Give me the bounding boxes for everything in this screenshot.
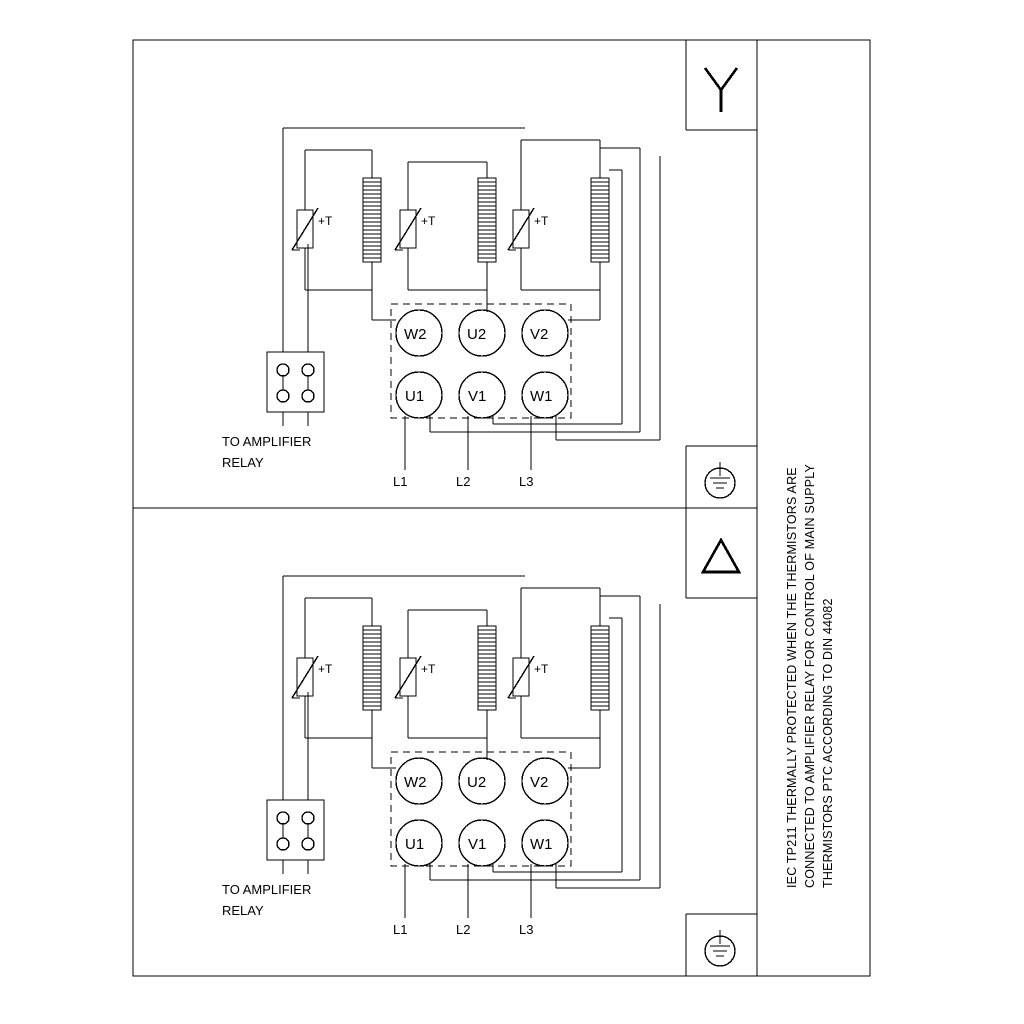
terminal-label-star-w2: W2 bbox=[404, 326, 427, 343]
supply-label-star-l2: L2 bbox=[456, 474, 471, 489]
terminal-label-star-v1: V1 bbox=[468, 388, 487, 405]
wye-symbol bbox=[705, 68, 737, 112]
thermistor-label-star-2: +T bbox=[421, 214, 436, 228]
panel-delta bbox=[267, 540, 739, 966]
supply-label-delta-l2: L2 bbox=[456, 922, 471, 937]
terminal-label-star-u2: U2 bbox=[467, 326, 487, 343]
terminal-label-delta-w1: W1 bbox=[530, 836, 553, 853]
supply-label-star-l3: L3 bbox=[519, 474, 534, 489]
thermistor-label-delta-2: +T bbox=[421, 662, 436, 676]
delta-symbol bbox=[703, 540, 739, 572]
thermistor-label-star-1: +T bbox=[318, 214, 333, 228]
coil-to-terminal-star bbox=[372, 290, 600, 320]
amplifier-label-delta-line1: TO AMPLIFIER bbox=[222, 882, 312, 897]
thermistor-label-delta-1: +T bbox=[318, 662, 333, 676]
terminal-label-delta-u2: U2 bbox=[467, 774, 487, 791]
amplifier-label-star-line2: RELAY bbox=[222, 455, 264, 470]
supply-label-delta-l3: L3 bbox=[519, 922, 534, 937]
terminal-block-delta bbox=[267, 800, 324, 874]
terminal-block-star bbox=[267, 352, 324, 426]
amplifier-label-star-line1: TO AMPLIFIER bbox=[222, 434, 312, 449]
terminal-label-star-w1: W1 bbox=[530, 388, 553, 405]
thermistor-chain-delta bbox=[283, 576, 600, 800]
terminal-label-delta-u1: U1 bbox=[405, 836, 425, 853]
supply-lines-delta bbox=[405, 596, 660, 918]
amplifier-label-delta-line2: RELAY bbox=[222, 903, 264, 918]
terminal-label-delta-w2: W2 bbox=[404, 774, 427, 791]
side-note-line-1: IEC TP211 THERMALLY PROTECTED WHEN THE THERMISTORS ARE bbox=[785, 467, 799, 888]
side-note-line-2: CONNECTED TO AMPLIFIER RELAY FOR CONTROL OF MAIN SUPPLY bbox=[803, 463, 817, 888]
coil-to-terminal-delta bbox=[372, 738, 600, 768]
terminal-label-star-v2: V2 bbox=[530, 326, 549, 343]
terminal-label-delta-v1: V1 bbox=[468, 836, 487, 853]
thermistor-chain-star bbox=[283, 128, 600, 352]
supply-label-delta-l1: L1 bbox=[393, 922, 408, 937]
side-note-line-3: THERMISTORS PTC ACCORDING TO DIN 44082 bbox=[821, 598, 835, 888]
earth-ground-symbol-star bbox=[705, 462, 735, 498]
terminal-label-delta-v2: V2 bbox=[530, 774, 549, 791]
panel-star bbox=[267, 68, 737, 498]
thermistor-label-star-3: +T bbox=[534, 214, 549, 228]
supply-label-star-l1: L1 bbox=[393, 474, 408, 489]
terminal-label-star-u1: U1 bbox=[405, 388, 425, 405]
supply-lines-star bbox=[405, 148, 660, 470]
thermistor-label-delta-3: +T bbox=[534, 662, 549, 676]
earth-ground-symbol-delta bbox=[705, 930, 735, 966]
